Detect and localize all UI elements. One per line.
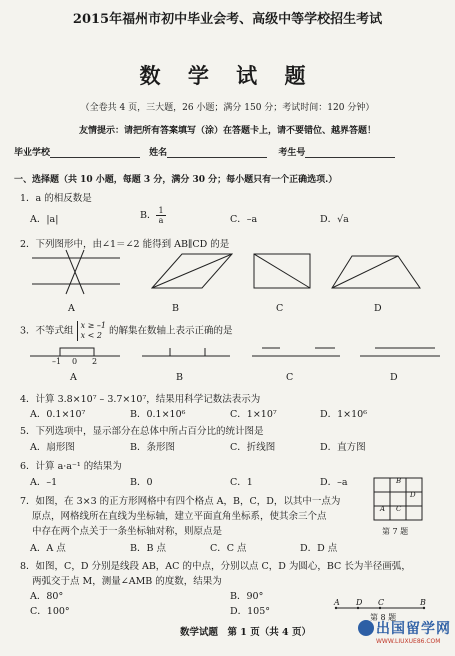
q3-stem: [20, 321, 233, 341]
q8-point-d: D: [356, 598, 363, 607]
q3-tick-neg1: –1: [52, 357, 62, 366]
reminder: 友情提示：请把所有答案填写（涂）在答题卡上，请不要错位、越界答题！: [78, 126, 376, 136]
q1-option-a[interactable]: A．|a|: [30, 214, 59, 225]
exam-info: （全卷共 4 页，三大题，26 小题；满分 150 分；考试时间：120 分钟）: [80, 103, 375, 113]
q5-option-d[interactable]: D．直方图: [320, 442, 366, 453]
number-line-c: [252, 348, 340, 356]
inequality-1: x ≥ –1: [80, 321, 106, 330]
q7-option-a[interactable]: A．A 点: [30, 543, 66, 554]
inequality-2: x < 2: [80, 331, 102, 340]
q7-option-d[interactable]: D．D 点: [300, 543, 338, 554]
q4-option-b[interactable]: B．0.1×10⁶: [130, 409, 186, 420]
q2-figure-c: [254, 254, 310, 288]
q2-label-d[interactable]: D: [374, 303, 382, 314]
q6-option-d[interactable]: D．–a: [320, 477, 348, 488]
q2-stem: 2．下列图形中，由∠1＝∠2 能得到 AB∥CD 的是: [20, 239, 230, 250]
inequality-system: [77, 321, 106, 341]
candidate-fields: [14, 145, 395, 158]
q3-tick-0: 0: [72, 357, 78, 366]
q3-stem-prefix: 3．不等式组: [20, 325, 74, 337]
q7-line1: 7．如图，在 3×3 的正方形网格中有四个格点 A，B，C，D，以其中一点为: [20, 496, 341, 507]
q3-label-a[interactable]: A: [70, 372, 77, 383]
q8-line2: 两弧交于点 M，测量∠AMB 的度数，结果为: [32, 576, 222, 587]
q8-point-a: A: [334, 598, 340, 607]
watermark-logo: [358, 618, 452, 652]
q8-line1: 8．如图，C，D 分别是线段 AB，AC 的中点，分别以点 C，D 为圆心，BC 长为半径画弧，: [20, 561, 411, 572]
page-footer: 数学试题 第 1 页（共 4 页）: [180, 627, 311, 638]
q7-grid-b: B: [396, 477, 402, 485]
q3-label-c[interactable]: C: [286, 372, 294, 383]
number-blank[interactable]: [305, 148, 395, 158]
numerator: 1: [158, 206, 164, 215]
q7-figure-caption: 第 7 题: [382, 527, 409, 536]
school-blank[interactable]: [50, 148, 140, 158]
q2-label-c[interactable]: C: [276, 303, 284, 314]
q2-label-b[interactable]: B: [172, 303, 179, 314]
number-line-a: [30, 348, 120, 356]
q7-line3: 中存在两个点关于一条坐标轴对称，则原点是: [32, 526, 223, 537]
q6-option-b[interactable]: B．0: [130, 477, 153, 488]
q3-stem-suffix: 的解集在数轴上表示正确的是: [109, 325, 233, 337]
logo-url: WWW.LIUXUE86.COM: [376, 638, 441, 645]
q8-point-c: C: [378, 598, 385, 607]
q8-option-c[interactable]: C．100°: [30, 606, 70, 617]
q4-option-a[interactable]: A．0.1×10⁷: [30, 409, 86, 420]
q2-figure-d: [332, 256, 420, 288]
q7-option-c[interactable]: C．C 点: [210, 543, 247, 554]
section-title: 一、选择题（共 10 小题，每题 3 分，满分 30 分；每小题只有一个正确选项.）: [14, 175, 338, 185]
q8-point-b: B: [420, 598, 426, 607]
name-blank[interactable]: [167, 148, 267, 158]
q5-option-b[interactable]: B．条形图: [130, 442, 175, 453]
q6-option-a[interactable]: A．–1: [30, 477, 58, 488]
number-label: 考生号: [278, 148, 306, 158]
denominator: a: [158, 216, 164, 225]
q6-stem: 6．计算 a·a⁻¹ 的结果为: [20, 461, 122, 472]
number-line-d: [360, 348, 440, 356]
logo-globe-icon: [358, 620, 374, 636]
exam-header-title: 2015年福州市初中毕业会考、高级中等学校招生考试: [72, 12, 383, 27]
q8-option-d[interactable]: D．105°: [230, 606, 270, 617]
q1-option-d[interactable]: D．√a: [320, 214, 349, 225]
name-label: 姓名: [149, 148, 168, 158]
q1-stem: 1．a 的相反数是: [20, 193, 92, 204]
q1-option-b[interactable]: [140, 206, 166, 225]
main-title: 数 学 试 题: [139, 63, 316, 88]
q2-figure-b: [152, 254, 232, 288]
q7-option-b[interactable]: B．B 点: [130, 543, 166, 554]
q8-option-a[interactable]: A．80°: [30, 591, 64, 602]
q2-figure-a: [32, 250, 120, 294]
q5-option-a[interactable]: A．扇形图: [30, 442, 75, 453]
q3-label-b[interactable]: B: [176, 372, 183, 383]
q2-label-a[interactable]: A: [68, 303, 75, 314]
q3-tick-2: 2: [92, 357, 98, 366]
q1-option-b-prefix: B．: [140, 210, 157, 221]
q4-stem: 4．计算 3.8×10⁷ – 3.7×10⁷，结果用科学记数法表示为: [20, 394, 261, 405]
q5-option-c[interactable]: C．折线图: [230, 442, 276, 453]
q8-figure-caption: 第 8 题: [370, 613, 397, 622]
q2-figures: [22, 248, 442, 302]
q7-grid-c: C: [396, 505, 402, 513]
q7-grid-d: D: [410, 491, 416, 499]
q5-stem: 5．下列选项中，显示部分在总体中所占百分比的统计图是: [20, 426, 264, 437]
q7-grid-a: A: [380, 505, 386, 513]
q3-label-d[interactable]: D: [390, 372, 398, 383]
q8-option-b[interactable]: B．90°: [230, 591, 264, 602]
fraction: [156, 206, 165, 225]
q7-line2: 原点，网格线所在直线为坐标轴，建立平面直角坐标系，使其余三个点: [32, 511, 327, 522]
q4-option-c[interactable]: C．1×10⁷: [230, 409, 277, 420]
q6-option-c[interactable]: C．1: [230, 477, 253, 488]
logo-text: 出国留学网: [376, 621, 451, 637]
q4-option-d[interactable]: D．1×10⁶: [320, 409, 368, 420]
number-line-b: [142, 348, 230, 356]
q1-option-c[interactable]: C．–a: [230, 214, 258, 225]
school-label: 毕业学校: [14, 148, 51, 158]
